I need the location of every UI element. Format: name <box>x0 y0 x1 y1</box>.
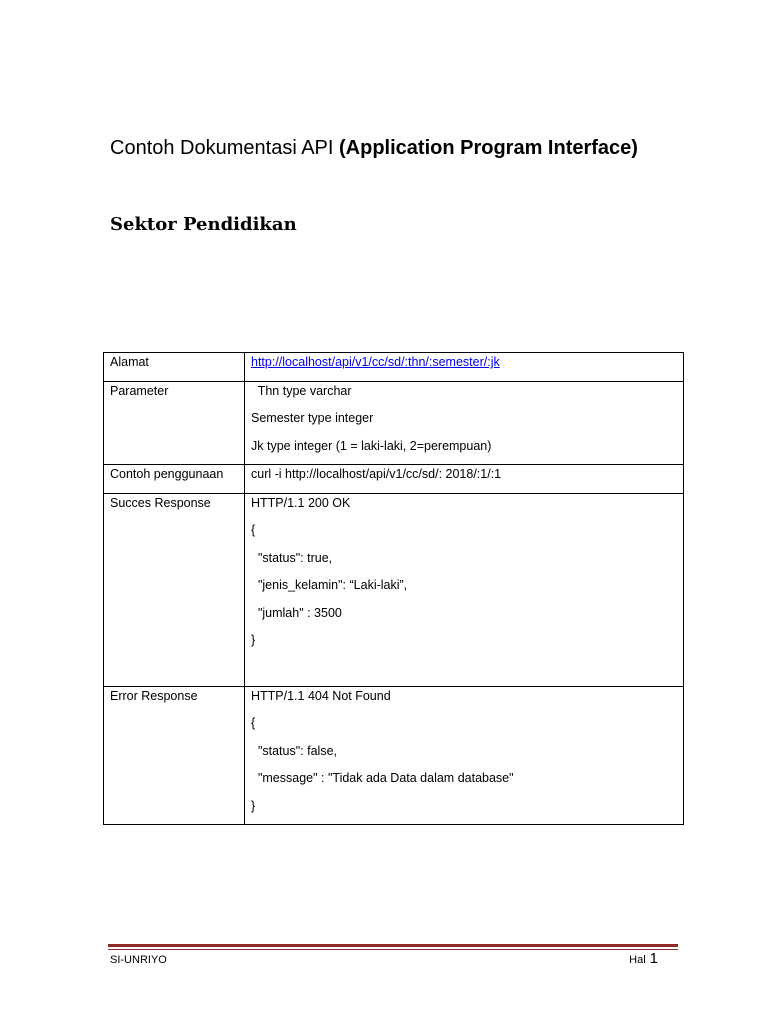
error-response-line: "status": false, <box>251 743 337 758</box>
label-cell <box>104 381 245 465</box>
label-cell <box>104 353 245 382</box>
row-label: Error Response <box>110 688 198 703</box>
value-cell <box>245 381 684 465</box>
endpoint-url-link[interactable]: http://localhost/api/v1/cc/sd/:thn/:semester/:jk <box>251 355 500 369</box>
row-label: Contoh penggunaan <box>110 467 224 481</box>
label-cell <box>104 493 245 686</box>
footer-page-indicator <box>629 950 658 969</box>
label-cell <box>104 686 245 825</box>
error-response-line: "message" : "Tidak ada Data dalam database" <box>251 771 514 785</box>
label-cell <box>104 465 245 494</box>
parameter-line: Semester type integer <box>251 411 374 425</box>
row-label: Parameter <box>110 383 169 398</box>
table-row-error <box>104 686 684 825</box>
row-label: Alamat <box>110 355 149 369</box>
document-title <box>110 134 638 162</box>
section-subtitle: Sektor Pendidikan <box>110 214 297 235</box>
table-row-contoh <box>104 465 684 494</box>
parameter-line: Thn type varchar <box>251 383 352 398</box>
parameter-line: Jk type integer (1 = laki-laki, 2=perempuan) <box>251 438 492 453</box>
value-cell <box>245 493 684 686</box>
page-label: Hal <box>629 954 646 966</box>
value-cell <box>245 353 684 382</box>
value-cell <box>245 686 684 825</box>
title-main: Contoh Dokumentasi API <box>110 137 340 159</box>
error-response-line: { <box>251 716 256 730</box>
table-row-success <box>104 493 684 686</box>
error-response-line: HTTP/1.1 404 Not Found <box>251 688 391 703</box>
title-parenthetical: (Application Program Interface) <box>339 137 638 159</box>
footer-rule-thin <box>108 949 678 950</box>
success-response-line: HTTP/1.1 200 OK <box>251 495 351 510</box>
example-command: curl -i http://localhost/api/v1/cc/sd/: 2018/:1/:1 <box>251 467 502 481</box>
success-response-line: "jenis_kelamin": “Laki-laki”, <box>251 578 408 592</box>
error-response-line: } <box>251 798 256 813</box>
table-row-parameter <box>104 381 684 465</box>
footer-organization: SI-UNRIYO <box>110 954 167 966</box>
success-response-line: } <box>251 633 256 647</box>
api-documentation-table <box>103 352 684 825</box>
page-number: 1 <box>649 950 658 967</box>
row-label: Succes Response <box>110 495 211 510</box>
value-cell <box>245 465 684 494</box>
blank-line <box>251 659 683 686</box>
success-response-line: { <box>251 523 256 537</box>
success-response-line: "status": true, <box>251 550 333 565</box>
table-row-alamat <box>104 353 684 382</box>
success-response-line: "jumlah" : 3500 <box>251 605 342 620</box>
footer-rule-thick <box>108 944 678 947</box>
